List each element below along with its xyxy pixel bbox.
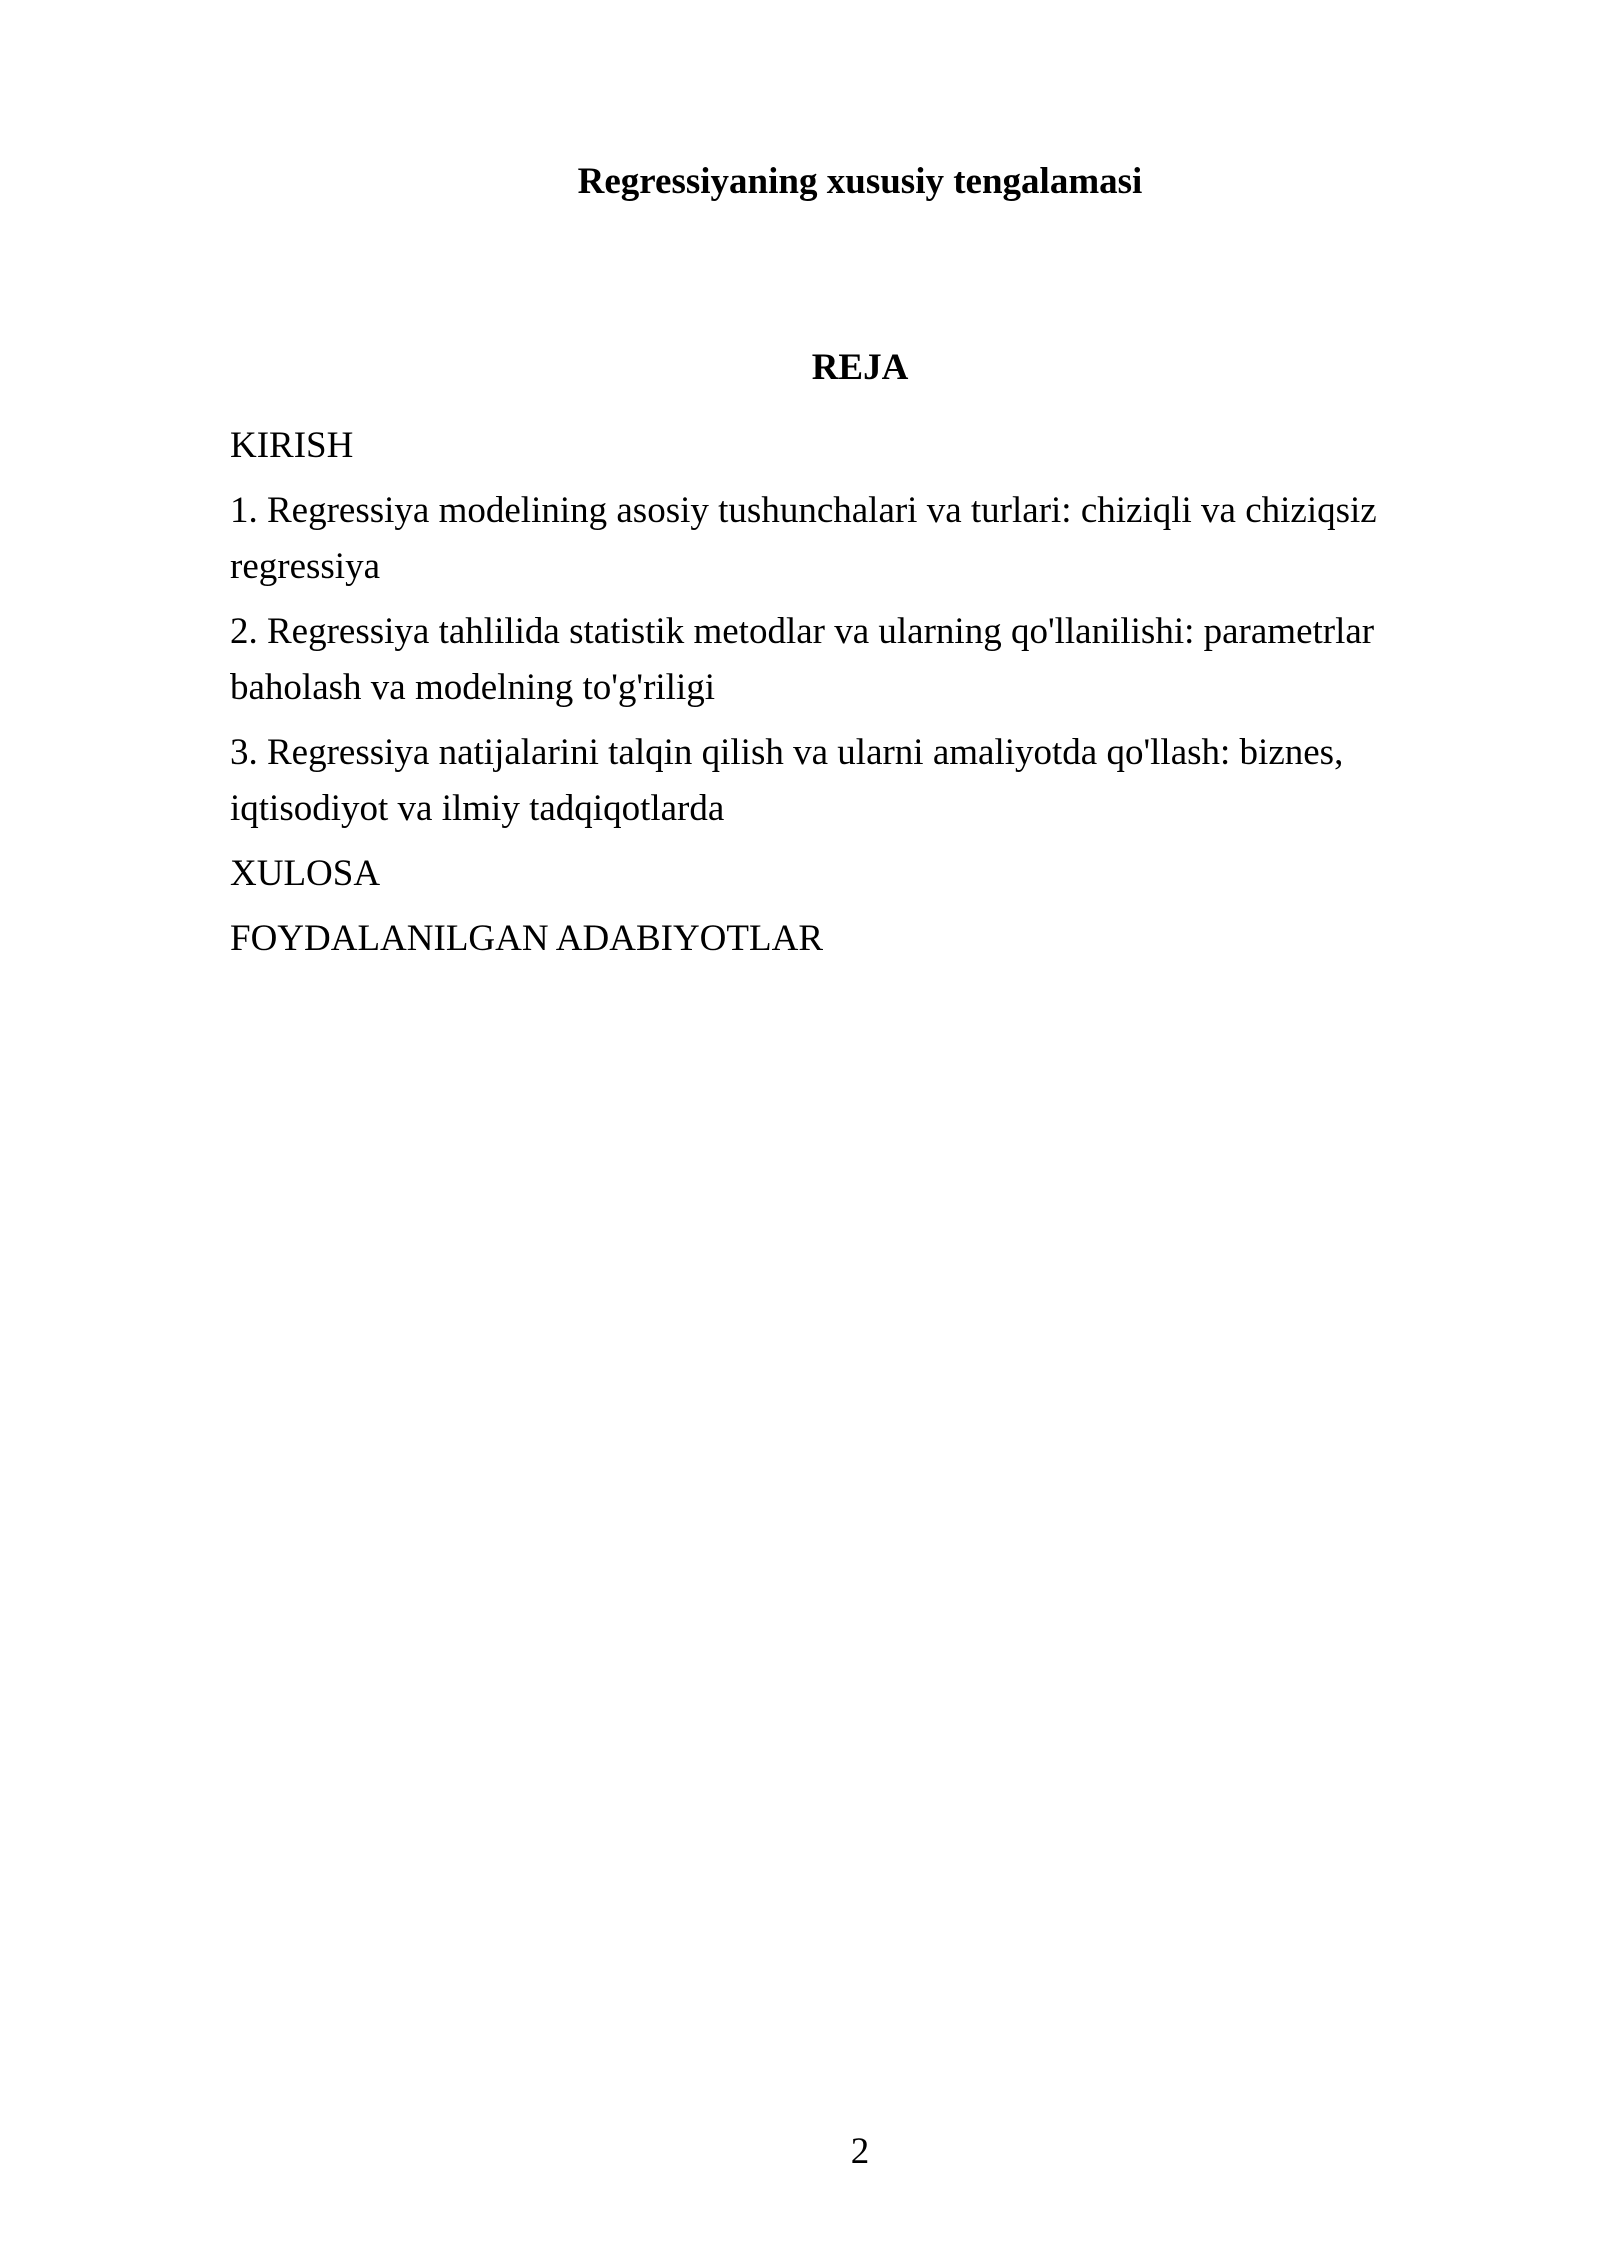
plan-item-conclusion: XULOSA [230,853,381,894]
document-title: Regressiyaning xususiy tengalamasi [577,161,1143,202]
plan-item-section-2: 2. Regressiya tahlilida statistik metodlar va ularning qo'llanilishi: parametrlar baholash va modelning to'g'riligi [230,611,1375,708]
plan-heading: REJA [811,347,909,388]
plan-item-section-3: 3. Regressiya natijalarini talqin qilish va ularni amaliyotda qo'llash: biznes, iqtisodiyot va ilmiy tadqiqotlarda [230,732,1344,829]
page-number: 2 [850,2131,870,2172]
plan-list [230,418,1410,976]
plan-item-introduction: KIRISH [230,425,354,466]
plan-item-references: FOYDALANILGAN ADABIYOTLAR [230,918,823,959]
plan-item-section-1: 1. Regressiya modelining asosiy tushunchalari va turlari: chiziqli va chiziqsiz regressiya [230,490,1377,587]
